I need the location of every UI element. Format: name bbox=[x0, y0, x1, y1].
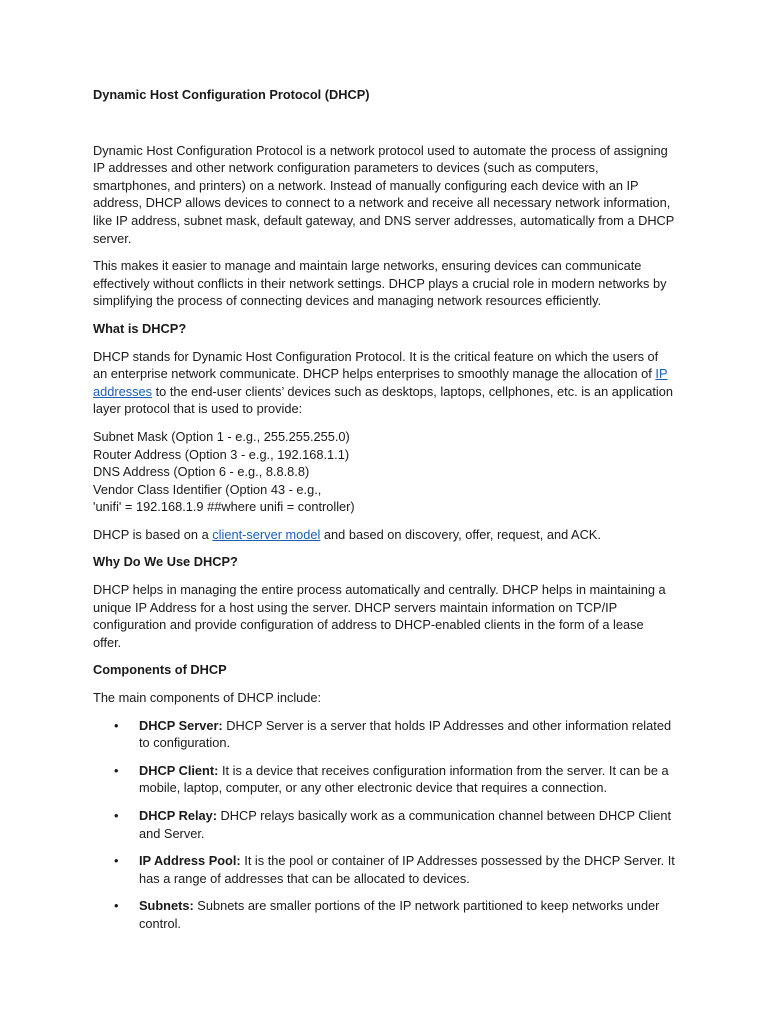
components-heading: Components of DHCP bbox=[93, 662, 227, 678]
bullet-icon: • bbox=[114, 898, 119, 914]
list-item bbox=[93, 897, 675, 932]
component-term: DHCP Client: bbox=[139, 762, 219, 778]
component-term: DHCP Server: bbox=[139, 717, 223, 733]
client-server-model-link[interactable]: client-server model bbox=[212, 526, 321, 542]
why-use-dhcp-paragraph: DHCP helps in managing the entire process automatically and centrally. DHCP helps in maintaining a unique IP Address for a host using the server. DHCP servers maintain information on TCP/IP configuration and provide configuration of address to DHCP-enabled clients in the form of a lease offer. bbox=[93, 582, 666, 650]
intro-paragraph-2: This makes it easier to manage and maintain large networks, ensuring devices can communicate effectively without conflicts in their network settings. DHCP plays a crucial role in modern networks by simplifying the process of connecting devices and managing network resources efficiently. bbox=[93, 258, 667, 309]
list-item bbox=[93, 717, 675, 752]
what-is-dhcp-heading: What is DHCP? bbox=[93, 320, 187, 336]
document-title: Dynamic Host Configuration Protocol (DHCP) bbox=[93, 87, 370, 102]
why-use-dhcp-heading: Why Do We Use DHCP? bbox=[93, 554, 238, 570]
list-item bbox=[93, 852, 675, 887]
document-page bbox=[93, 86, 675, 943]
component-term: DHCP Relay: bbox=[139, 808, 217, 823]
component-term: IP Address Pool: bbox=[139, 853, 241, 869]
based-text-before: DHCP is based on a bbox=[93, 526, 213, 542]
what-text-after: to the end-user clients’ devices such as desktops, laptops, cellphones, etc. is an application layer protocol that is used to provide: bbox=[93, 383, 673, 417]
bullet-icon: • bbox=[114, 853, 119, 869]
option-line: 'unifi' = 192.168.1.9 ##where unifi = controller) bbox=[93, 499, 355, 515]
option-line: DNS Address (Option 6 - e.g., 8.8.8.8) bbox=[93, 464, 310, 480]
dhcp-options-list bbox=[93, 428, 675, 516]
bullet-icon: • bbox=[114, 762, 119, 778]
what-text-before: DHCP stands for Dynamic Host Configuration Protocol. It is the critical feature on which the users of an enterprise network communicate. DHCP helps enterprises to smoothly manage the allocation of bbox=[93, 348, 659, 382]
based-text-after: and based on discovery, offer, request, and ACK. bbox=[320, 526, 601, 542]
components-list bbox=[93, 717, 675, 933]
option-line: Router Address (Option 3 - e.g., 192.168.1.1) bbox=[93, 446, 350, 462]
component-desc: DHCP Server is a server that holds IP Addresses and other information related to configuration. bbox=[139, 717, 672, 751]
intro-paragraph-1: Dynamic Host Configuration Protocol is a network protocol used to automate the process of assigning IP addresses and other network configuration parameters to devices (such as computers, smartphones, and printers) on a network. Instead of manually configuring each device with an IP address, DHCP allows devices to connect to a network and receive all necessary network information, like IP address, subnet mask, default gateway, and DNS server addresses, automatically from a DHCP server. bbox=[93, 142, 675, 246]
client-server-paragraph bbox=[93, 526, 675, 544]
component-desc: It is a device that receives configuration information from the server. It can be a mobile, laptop, computer, or any other electronic device that requires a connection. bbox=[139, 762, 669, 796]
component-desc: It is the pool or container of IP Addresses possessed by the DHCP Server. It has a range of addresses that can be allocated to devices. bbox=[139, 853, 675, 886]
component-desc: DHCP relays basically work as a communication channel between DHCP Client and Server. bbox=[139, 808, 672, 841]
option-line: Subnet Mask (Option 1 - e.g., 255.255.255.0) bbox=[93, 428, 350, 444]
bullet-icon: • bbox=[114, 808, 119, 823]
list-item bbox=[93, 807, 675, 842]
components-intro: The main components of DHCP include: bbox=[93, 690, 322, 706]
option-line: Vendor Class Identifier (Option 43 - e.g., bbox=[93, 481, 322, 497]
component-term: Subnets: bbox=[139, 898, 194, 914]
component-desc: Subnets are smaller portions of the IP network partitioned to keep networks under control. bbox=[139, 898, 660, 931]
ip-addresses-link[interactable]: IP addresses bbox=[93, 366, 668, 399]
bullet-icon: • bbox=[114, 717, 119, 733]
list-item bbox=[93, 762, 675, 797]
what-is-dhcp-paragraph bbox=[93, 348, 675, 418]
